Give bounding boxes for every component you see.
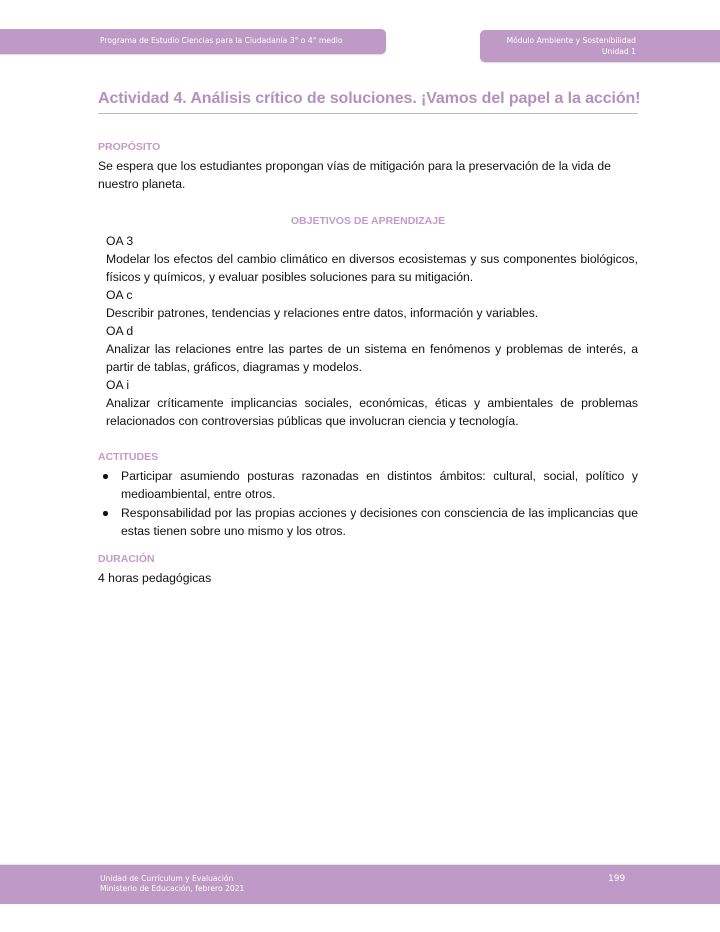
purpose-text: Se espera que los estudiantes propongan vías de mitigación para la preservación de la vida de nuestro planeta.: [98, 159, 611, 191]
header-program-band: [0, 29, 386, 54]
duration-heading: DURACIÓN: [98, 553, 155, 565]
attitudes-heading: ACTITUDES: [98, 451, 159, 463]
objective-text: Modelar los efectos del cambio climático en diversos ecosistemas y sus componentes biológicos, físicos y químicos, y evaluar posibles soluciones para su mitigación.: [106, 252, 638, 284]
purpose-heading: PROPÓSITO: [98, 141, 161, 153]
attitude-item: [98, 504, 638, 540]
header-module-label: Módulo Ambiente y Sostenibilidad: [506, 36, 636, 45]
attitude-text: Responsabilidad por las propias acciones y decisiones con consciencia de las implicancias que estas tienen sobre uno mismo y los otros.: [121, 506, 638, 538]
bullet-icon: [103, 511, 108, 516]
objectives-heading: OBJETIVOS DE APRENDIZAJE: [290, 215, 446, 227]
title-divider: [98, 113, 638, 114]
objective-code: OA 3: [106, 234, 134, 248]
page-number: 199: [608, 874, 626, 884]
duration-text: 4 horas pedagógicas: [98, 571, 212, 585]
header-program-label: Programa de Estudio Ciencias para la Ciudadanía 3° o 4° medio: [100, 36, 343, 45]
objectives-list: [106, 232, 638, 430]
footer-ministry-label: Ministerio de Educación, febrero 2021: [100, 884, 245, 893]
objective-code: OA c: [106, 288, 133, 302]
attitudes-list: [98, 467, 638, 541]
attitude-text: Participar asumiendo posturas razonadas en distintos ámbitos: cultural, social, político y medioambiental, entre otros.: [121, 469, 638, 501]
objective-code: OA d: [106, 324, 134, 338]
bullet-icon: [103, 474, 108, 479]
footer-unit-label: Unidad de Currículum y Evaluación: [100, 874, 234, 883]
objective-text: Analizar las relaciones entre las partes de un sistema en fenómenos y problemas de interés, a partir de tablas, gráficos, diagramas y modelos.: [106, 342, 638, 374]
page-title: Actividad 4. Análisis crítico de soluciones. ¡Vamos del papel a la acción!: [98, 90, 641, 107]
objective-text: Analizar críticamente implicancias sociales, económicas, éticas y ambientales de problemas relacionados con controversias públicas que involucran ciencia y tecnología.: [106, 396, 638, 428]
footer-band: [0, 865, 720, 904]
header-module-band: [480, 30, 720, 62]
objective-text: Describir patrones, tendencias y relaciones entre datos, información y variables.: [106, 306, 539, 320]
objective-code: OA i: [106, 378, 130, 392]
header-unit-label: Unidad 1: [601, 47, 636, 56]
attitude-item: [98, 467, 638, 503]
